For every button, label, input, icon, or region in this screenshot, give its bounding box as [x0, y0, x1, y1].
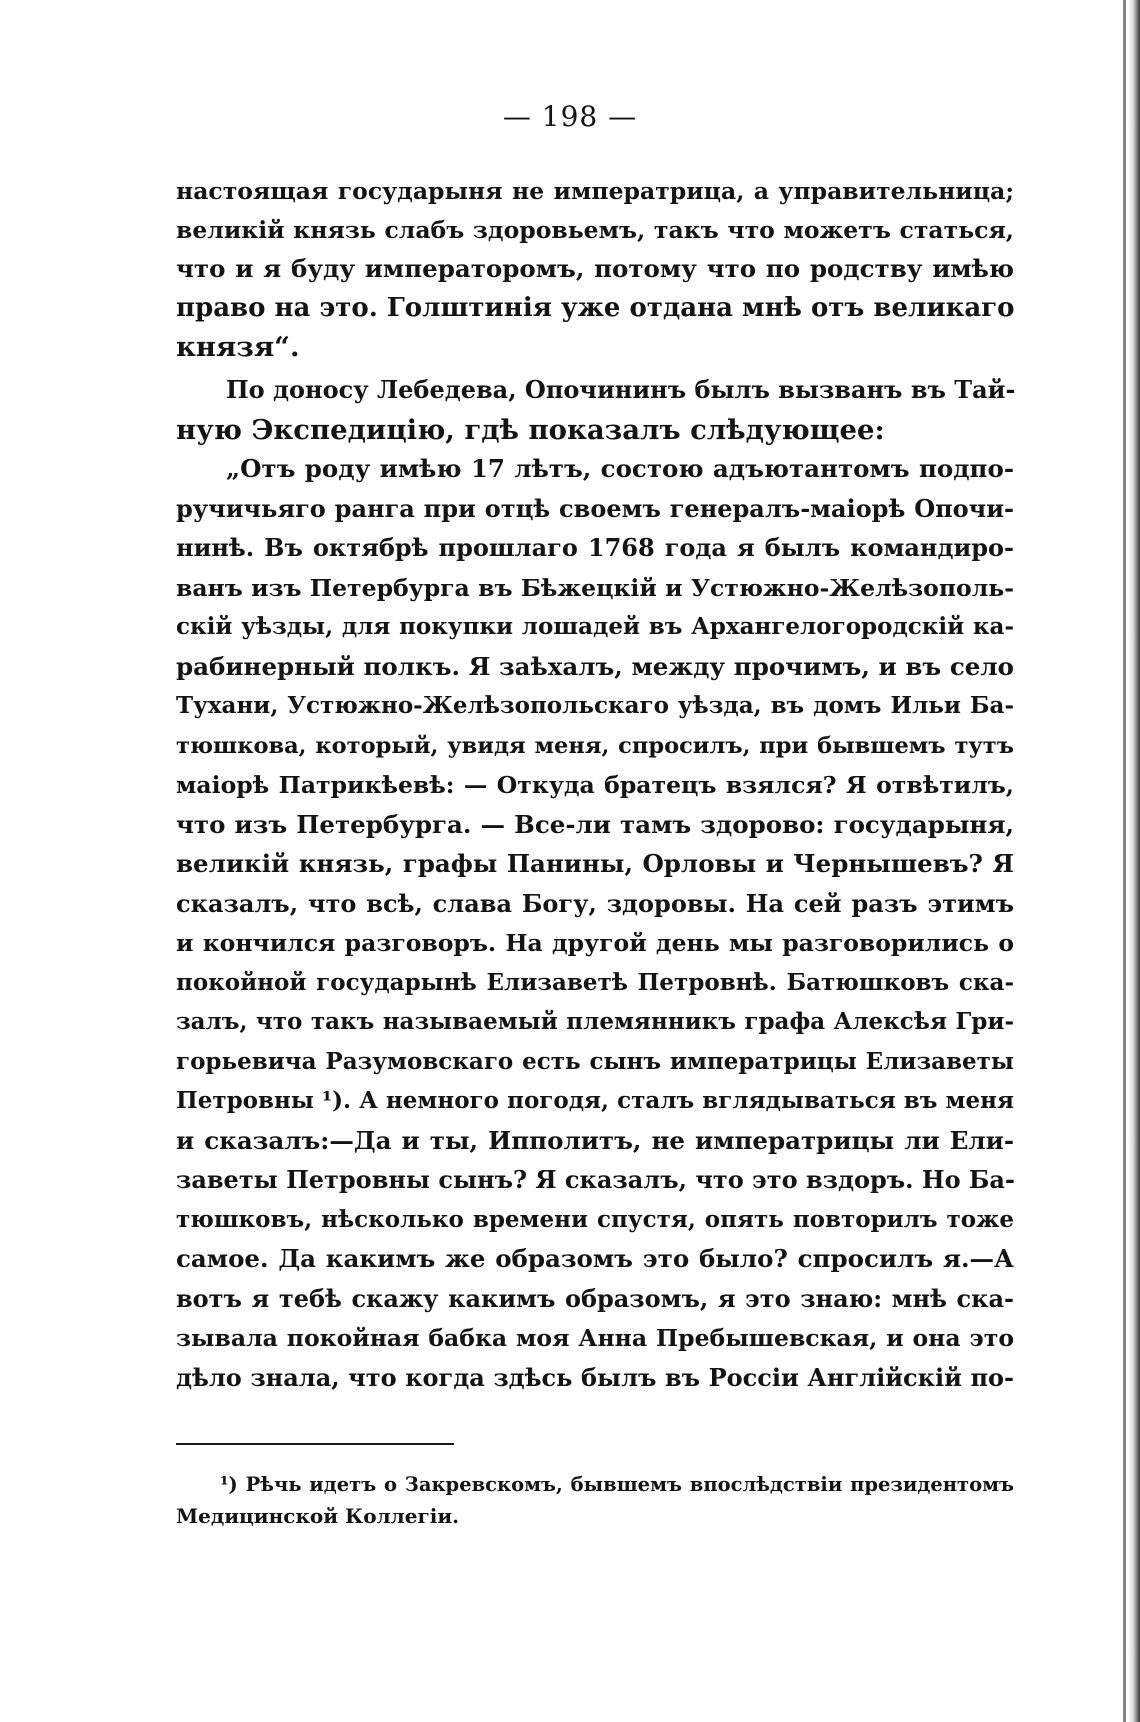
text-line: великій князь слабъ здоровьемъ, такъ что можетъ статься,	[176, 216, 1014, 244]
paragraph-start-line: По доносу Лебедева, Опочининъ былъ вызванъ въ Тай-	[226, 375, 1016, 404]
text-line: тюшкова, который, увидя меня, спросилъ, при бывшемъ тутъ	[176, 733, 1014, 759]
text-line: скій уѣзды, для покупки лошадей въ Архангелогородскій ка-	[176, 613, 1014, 640]
text-line: заветы Петровны сынъ? Я сказалъ, что это вздоръ. Но Ба-	[176, 1165, 1015, 1194]
text-line: ную Экспедицію, гдѣ показалъ слѣдующее:	[176, 414, 885, 446]
text-line: настоящая государыня не императрица, а управительница;	[176, 177, 1014, 205]
text-line: и сказалъ:—Да и ты, Ипполитъ, не императрицы ли Ели-	[176, 1126, 1014, 1155]
text-line: залъ, что такъ называемый племянникъ графа Алексѣя Гри-	[176, 1008, 1014, 1035]
text-line: что изъ Петербурга. — Все-ли тамъ здорово: государыня,	[176, 810, 1014, 839]
text-line: зывала покойная бабка моя Анна Пребышевская, и она это	[176, 1324, 1014, 1352]
page-number: — 198 —	[502, 100, 638, 133]
footnote-line: ¹) Рѣчь идетъ о Закревскомъ, бывшемъ впослѣдствіи президентомъ	[220, 1473, 1014, 1496]
scan-binding-shadow	[1123, 0, 1126, 1722]
footnote-line: Медицинской Коллегіи.	[176, 1504, 460, 1528]
text-line: сказалъ, что всѣ, слава Богу, здоровы. На сей разъ этимъ	[176, 889, 1014, 918]
text-line: тюшковъ, нѣсколько времени спустя, опять повторилъ тоже	[176, 1206, 1014, 1233]
text-line: великій князь, графы Панины, Орловы и Чернышевъ? Я	[176, 849, 1014, 878]
text-line: рабинерный полкъ. Я заѣхалъ, между прочимъ, и въ село	[176, 652, 1014, 681]
text-line: Петровны ¹). А немного погодя, сталъ вглядываться въ меня	[176, 1087, 1014, 1114]
footnote-divider	[176, 1443, 454, 1445]
text-line: и кончился разговоръ. На другой день мы разговорились о	[176, 929, 1014, 957]
text-line: князя“.	[176, 331, 300, 363]
text-line: покойной государынѣ Елизаветѣ Петровнѣ. Батюшковъ ска-	[176, 969, 1014, 996]
text-line: Тухани, Устюжно-Желѣзопольскаго уѣзда, въ домъ Ильи Ба-	[176, 692, 1014, 719]
text-line: горьевича Разумовскаго есть сынъ императрицы Елизаветы	[176, 1048, 1014, 1075]
text-line: что и я буду императоромъ, потому что по родству имѣю	[176, 254, 1014, 283]
text-line: ванъ изъ Петербурга въ Бѣжецкій и Устюжно-Желѣзополь-	[176, 574, 1014, 602]
text-line: нинѣ. Въ октябрѣ прошлаго 1768 года я былъ командиро-	[176, 533, 1014, 562]
text-line: самое. Да какимъ же образомъ это было? спросилъ я.—А	[176, 1244, 1014, 1273]
text-line: ручичьяго ранга при отцѣ своемъ генералъ-маіорѣ Опочи-	[176, 494, 1014, 523]
text-line: право на это. Голштинія уже отдана мнѣ отъ великаго	[176, 293, 1015, 323]
text-line: дѣло знала, что когда здѣсь былъ въ Россіи Англійскій по-	[176, 1363, 1014, 1392]
paragraph-start-line: „Отъ роду имѣю 17 лѣтъ, состою адъютантомъ подпо-	[226, 454, 1014, 483]
scan-page-edge	[1128, 0, 1140, 1722]
text-line: вотъ я тебѣ скажу какимъ образомъ, я это знаю: мнѣ ска-	[176, 1284, 1014, 1313]
text-line: маіорѣ Патрикѣевѣ: — Откуда братецъ взялся? Я отвѣтилъ,	[176, 771, 1014, 799]
